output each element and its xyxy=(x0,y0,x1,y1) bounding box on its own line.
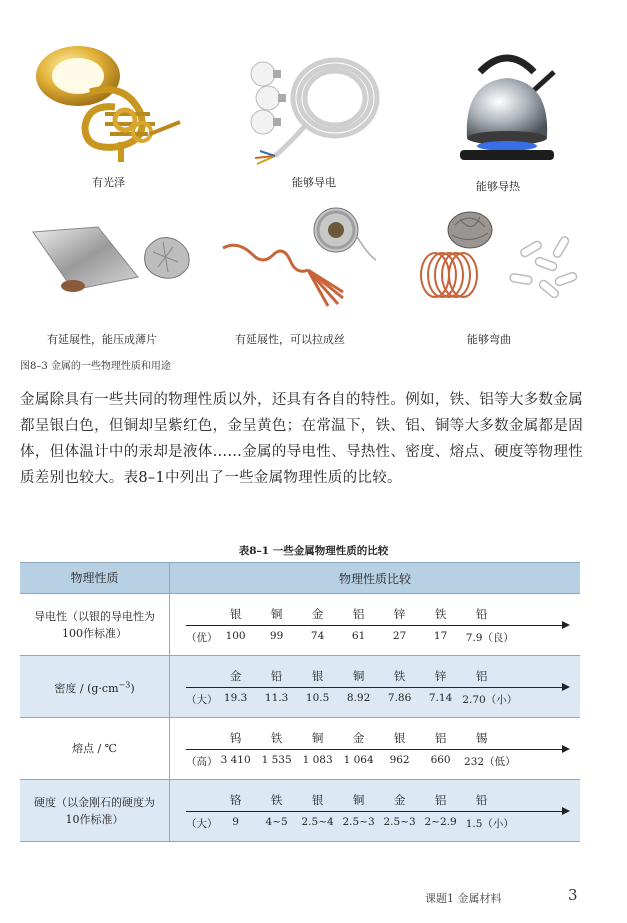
properties-table xyxy=(20,562,580,842)
property-value: 27 xyxy=(392,630,407,642)
metal-name: 金 xyxy=(311,607,324,621)
property-value: 9 xyxy=(232,816,239,828)
metal-name: 铝 xyxy=(475,669,488,683)
row-label: 熔点 / ℃ xyxy=(20,718,170,780)
metal-name: 铁 xyxy=(270,793,283,807)
property-value: 2~2.9 xyxy=(424,816,457,828)
metal-name: 铝 xyxy=(352,607,365,621)
french-horn-image xyxy=(30,42,190,167)
property-value: 1 064 xyxy=(343,754,374,766)
arrow-right-icon xyxy=(562,621,570,629)
row-comparison xyxy=(170,594,581,656)
caption-ductile: 有延展性，可以拉成丝 xyxy=(235,333,345,346)
property-value: 660 xyxy=(430,754,451,766)
metal-name: 铁 xyxy=(270,731,283,745)
property-value: 7.14 xyxy=(428,692,453,704)
arrow-right-icon xyxy=(562,683,570,691)
metal-name: 铝 xyxy=(434,793,447,807)
scale-lead-label: （大） xyxy=(186,818,218,830)
metal-name: 银 xyxy=(393,731,406,745)
metal-name: 锡 xyxy=(475,731,488,745)
caption-luster: 有光泽 xyxy=(92,176,125,189)
header-comparison: 物理性质比较 xyxy=(170,563,581,594)
figure-title: 图8–3 金属的一些物理性质和用途 xyxy=(20,361,171,372)
caption-malleable: 有延展性，能压成薄片 xyxy=(47,333,157,346)
caption-conduct-heat: 能够导热 xyxy=(476,180,520,193)
property-value: 962 xyxy=(389,754,410,766)
property-value: 100 xyxy=(225,630,246,642)
table-title: 表8–1 一些金属物理性质的比较 xyxy=(238,545,389,557)
table-row xyxy=(20,656,580,718)
arrow-right-icon xyxy=(562,807,570,815)
row-label xyxy=(20,656,170,718)
property-value: 2.70（小） xyxy=(462,694,518,706)
property-value: 74 xyxy=(310,630,325,642)
scale-lead-label: （高） xyxy=(186,756,218,768)
metal-name: 铁 xyxy=(393,669,406,683)
property-value: 1 535 xyxy=(261,754,292,766)
metal-name: 铜 xyxy=(352,669,365,683)
caption-conduct-electricity: 能够导电 xyxy=(292,176,336,189)
property-value: 19.3 xyxy=(223,692,248,704)
metal-name: 金 xyxy=(352,731,365,745)
metal-name: 铜 xyxy=(352,793,365,807)
header-property: 物理性质 xyxy=(20,563,170,594)
property-value: 7.9（良） xyxy=(465,632,514,644)
property-value: 11.3 xyxy=(264,692,289,704)
cable-and-bulbs-image xyxy=(235,48,385,168)
metal-name: 锌 xyxy=(393,607,406,621)
property-value: 2.5~3 xyxy=(342,816,375,828)
property-value: 2.5~3 xyxy=(383,816,416,828)
metal-name: 金 xyxy=(393,793,406,807)
property-value: 2.5~4 xyxy=(301,816,334,828)
metal-name: 银 xyxy=(229,607,242,621)
metal-name: 铅 xyxy=(475,793,488,807)
copper-wire-image xyxy=(218,200,378,310)
table-header-row xyxy=(20,563,580,594)
row-comparison xyxy=(170,656,581,718)
kettle-image xyxy=(452,42,562,172)
property-value: 10.5 xyxy=(305,692,330,704)
steel-wool-coil-clips-image xyxy=(410,205,590,310)
property-value: 99 xyxy=(269,630,284,642)
table-row xyxy=(20,594,580,656)
scale-line xyxy=(186,625,566,626)
property-value: 1.5（小） xyxy=(465,818,514,830)
footer-chapter: 课题1 金属材料 xyxy=(425,892,502,905)
table-row xyxy=(20,718,580,780)
row-comparison xyxy=(170,718,581,780)
metal-name: 铝 xyxy=(434,731,447,745)
row-comparison xyxy=(170,780,581,842)
property-value: 61 xyxy=(351,630,366,642)
property-value: 1 083 xyxy=(302,754,333,766)
row-label: 导电性（以银的导电性为100作标准） xyxy=(20,594,170,656)
metal-name: 铬 xyxy=(229,793,242,807)
metal-name: 钨 xyxy=(229,731,242,745)
table-row xyxy=(20,780,580,842)
metal-name: 铅 xyxy=(475,607,488,621)
property-value: 8.92 xyxy=(346,692,371,704)
property-value: 232（低） xyxy=(464,756,516,768)
property-value: 7.86 xyxy=(387,692,412,704)
metal-foil-image xyxy=(28,222,198,297)
metal-name: 金 xyxy=(229,669,242,683)
density-label: 密度 / $(g\cdot cm^{-3})$ xyxy=(54,680,135,695)
metal-name: 铜 xyxy=(311,731,324,745)
property-value: 3 410 xyxy=(220,754,251,766)
scale-lead-label: （大） xyxy=(186,694,218,706)
scale-line xyxy=(186,811,566,812)
page-number: 3 xyxy=(568,886,578,904)
caption-bendable: 能够弯曲 xyxy=(467,333,511,346)
property-value: 17 xyxy=(433,630,448,642)
metal-name: 锌 xyxy=(434,669,447,683)
metal-name: 银 xyxy=(311,669,324,683)
arrow-right-icon xyxy=(562,745,570,753)
metal-name: 铜 xyxy=(270,607,283,621)
body-paragraph: 金属除具有一些共同的物理性质以外，还具有各自的特性。例如，铁、铝等大多数金属都呈银白色，但铜却呈紫红色，金呈黄色；在常温下，铁、铝、铜等大多数金属都是固体，但体温计中的汞却是液体……金属的导电性、导热性、密度、熔点、硬度等物理性质差别也较大。表8–1中列出了一些金属物理性质的比较。 xyxy=(20,392,583,486)
metal-name: 铁 xyxy=(434,607,447,621)
metal-name: 银 xyxy=(311,793,324,807)
metal-name: 铅 xyxy=(270,669,283,683)
scale-line xyxy=(186,687,566,688)
property-value: 4~5 xyxy=(265,816,288,828)
scale-lead-label: （优） xyxy=(186,632,218,644)
row-label: 硬度（以金刚石的硬度为10作标准） xyxy=(20,780,170,842)
scale-line xyxy=(186,749,566,750)
